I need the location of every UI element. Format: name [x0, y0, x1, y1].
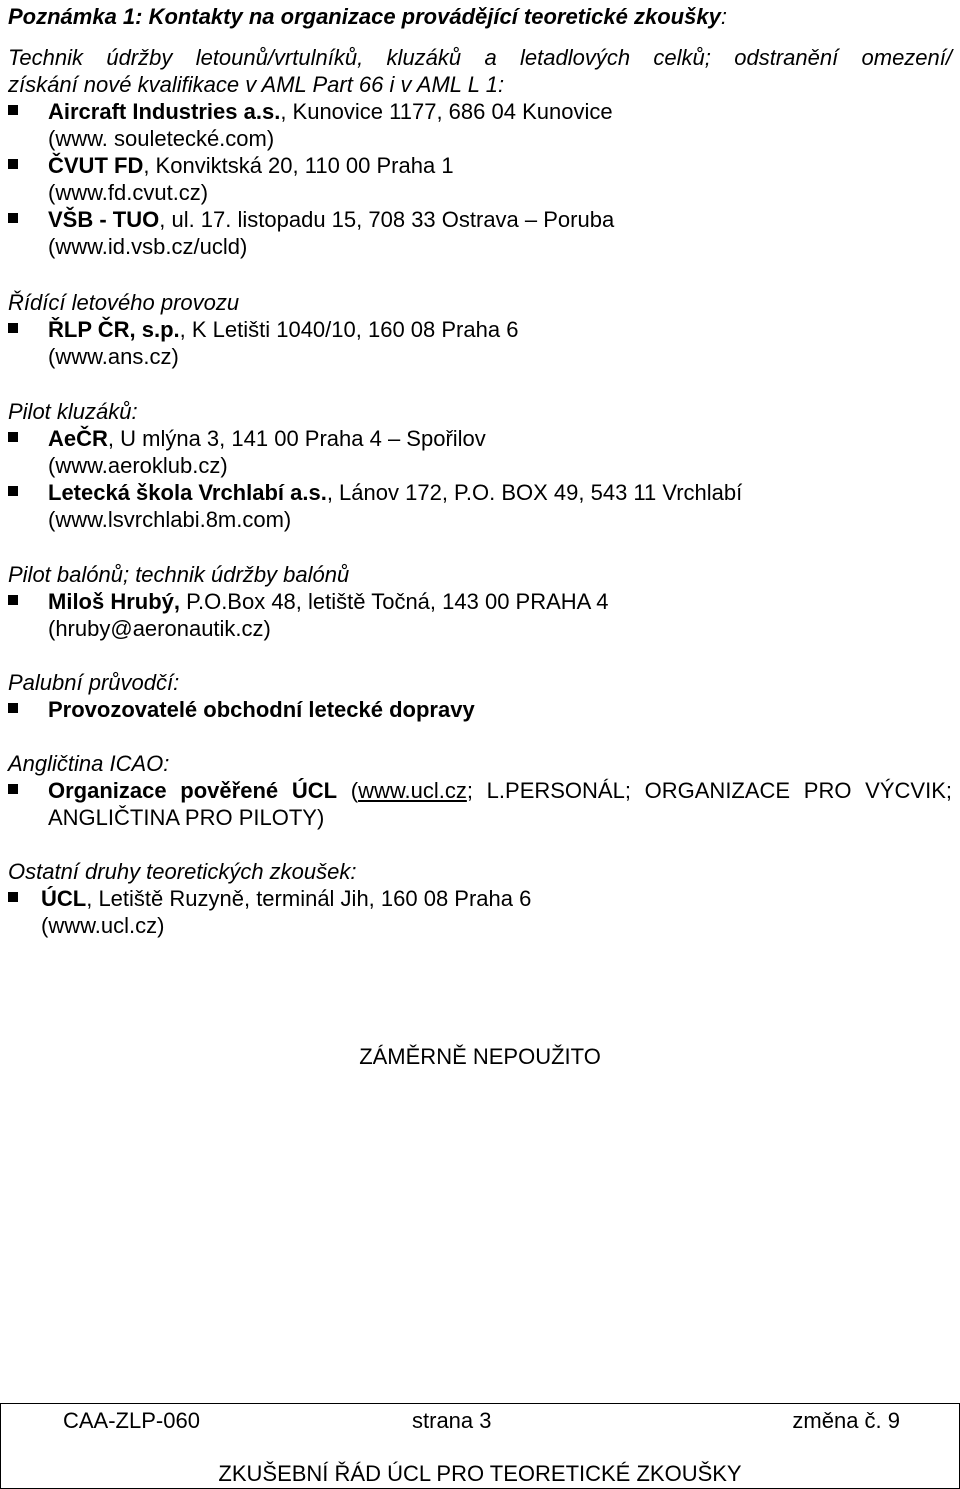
- org-detail: , K Letišti 1040/10, 160 08 Praha 6: [179, 317, 519, 342]
- org-name: AeČR: [48, 426, 108, 451]
- list-item: [8, 588, 952, 642]
- section-atc: [8, 289, 952, 370]
- org-name: Provozovatelé obchodní letecké dopravy: [48, 697, 475, 722]
- footer-page-number: strana 3: [412, 1408, 492, 1433]
- org-web: (www.lsvrchlabi.8m.com): [48, 507, 292, 532]
- section-other-exams: [8, 858, 952, 939]
- org-name: Miloš Hrubý,: [48, 589, 181, 614]
- org-detail: , U mlýna 3, 141 00 Praha 4 – Spořilov: [107, 426, 486, 451]
- org-detail: P.O.Box 48, letiště Točná, 143 00 PRAHA 4: [180, 589, 609, 614]
- note-title-colon: :: [720, 4, 727, 29]
- bullet-icon: [8, 784, 18, 794]
- intro-paragraph: [8, 44, 952, 98]
- org-detail: , Lánov 172, P.O. BOX 49, 543 11 Vrchlabí: [326, 480, 743, 505]
- section-glider: [8, 398, 952, 533]
- bullet-icon: [8, 213, 18, 223]
- org-name: Aircraft Industries a.s.: [48, 99, 281, 124]
- org-detail: , Konviktská 20, 110 00 Praha 1: [143, 153, 454, 178]
- org-web: (www.fd.cvut.cz): [48, 180, 209, 205]
- org-web: (www.ucl.cz): [41, 913, 165, 938]
- bullet-icon: [8, 432, 18, 442]
- intentionally-unused-text: ZÁMĚRNĚ NEPOUŽITO: [359, 1044, 601, 1069]
- section-technician: [8, 98, 952, 260]
- list-item: [8, 885, 952, 939]
- note-title: [8, 3, 727, 30]
- org-name: Letecká škola Vrchlabí a.s.: [48, 480, 327, 505]
- bullet-icon: [8, 105, 18, 115]
- paren-open: (: [337, 778, 359, 803]
- section-balloon: [8, 561, 952, 642]
- footer-change-number: změna č. 9: [792, 1408, 900, 1433]
- org-name: ŘLP ČR, s.p.: [48, 317, 180, 342]
- section-heading: Řídící letového provozu: [8, 290, 240, 315]
- list-item: [8, 479, 952, 533]
- intro-line-1: Technik údržby letounů/vrtulníků, kluzáků a letadlových celků; odstranění omezení/: [8, 45, 952, 70]
- org-web: (www.aeroklub.cz): [48, 453, 228, 478]
- org-detail: , Letiště Ruzyně, terminál Jih, 160 08 Praha 6: [86, 886, 532, 911]
- list-item: [8, 696, 952, 723]
- bullet-icon: [8, 703, 18, 713]
- note-title-text: Poznámka 1: Kontakty na organizace provádějící teoretické zkoušky: [8, 4, 721, 29]
- org-detail: , ul. 17. listopadu 15, 708 33 Ostrava – Poruba: [159, 207, 615, 232]
- org-detail: , Kunovice 1177, 686 04 Kunovice: [280, 99, 613, 124]
- bullet-icon: [8, 323, 18, 333]
- list-item: [8, 152, 952, 206]
- org-detail: ; L.PERSONÁL; ORGANIZACE PRO VÝCVIK;: [466, 778, 952, 803]
- org-name: Organizace pověřené ÚCL: [48, 778, 338, 803]
- list-item: [8, 98, 952, 152]
- bullet-icon: [8, 486, 18, 496]
- section-heading: Angličtina ICAO:: [8, 751, 170, 776]
- section-heading: Palubní průvodčí:: [8, 670, 180, 695]
- org-web: (hruby@aeronautik.cz): [48, 616, 271, 641]
- footer-doc-code: CAA-ZLP-060: [63, 1408, 200, 1433]
- section-cabin-crew: [8, 669, 952, 723]
- bullet-icon: [8, 595, 18, 605]
- org-web: (www. souletecké.com): [48, 126, 275, 151]
- list-item: [8, 316, 952, 370]
- section-heading: Ostatní druhy teoretických zkoušek:: [8, 859, 357, 884]
- org-web: (www.id.vsb.cz/ucld): [48, 234, 248, 259]
- bullet-icon: [8, 892, 18, 902]
- org-name: ÚCL: [41, 886, 87, 911]
- section-heading: Pilot balónů; technik údržby balónů: [8, 562, 350, 587]
- org-name: ČVUT FD: [48, 153, 144, 178]
- ucl-link[interactable]: www.ucl.cz: [358, 778, 467, 803]
- section-heading: Pilot kluzáků:: [8, 399, 138, 424]
- page-footer: [0, 1403, 960, 1489]
- footer-doc-title: ZKUŠEBNÍ ŘÁD ÚCL PRO TEORETICKÉ ZKOUŠKY: [218, 1461, 742, 1486]
- section-english-icao: [8, 750, 952, 831]
- bullet-icon: [8, 159, 18, 169]
- org-web: (www.ans.cz): [48, 344, 179, 369]
- org-name: VŠB - TUO: [48, 207, 160, 232]
- list-item: [8, 206, 952, 260]
- list-item: [8, 425, 952, 479]
- list-item: [8, 777, 952, 831]
- intro-line-2: získání nové kvalifikace v AML Part 66 i v AML L 1:: [8, 72, 505, 97]
- org-detail-line-2: ANGLIČTINA PRO PILOTY): [48, 805, 325, 830]
